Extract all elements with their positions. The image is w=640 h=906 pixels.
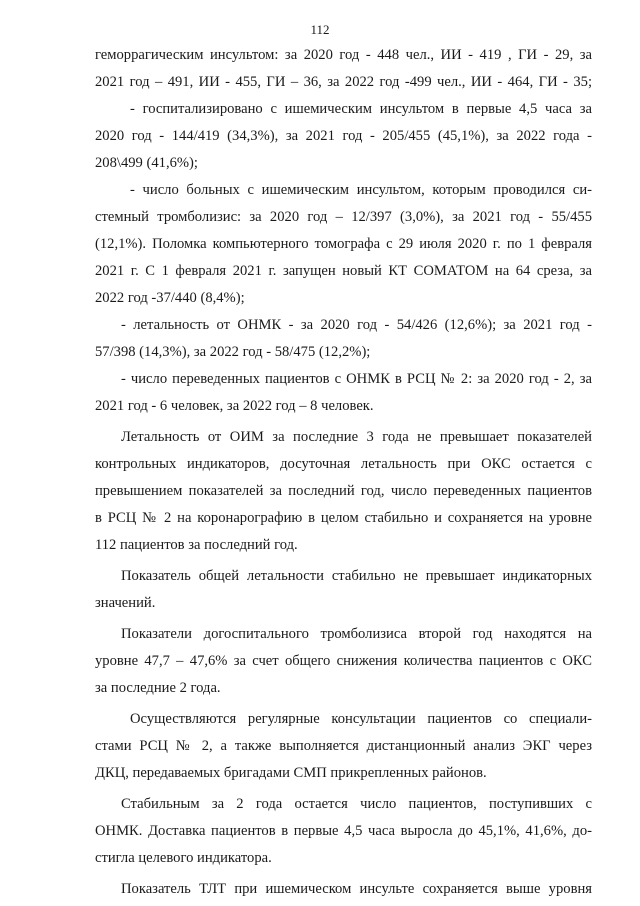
text-line: ДКЦ, передаваемых бригадами СМП прикрепленных районов. xyxy=(95,765,487,781)
text-line: уровне 47,7 – 47,6% за счет общего снижения количества пациентов с ОКС xyxy=(95,653,592,669)
text-line: стигла целевого индикатора. xyxy=(95,850,272,866)
paragraph-first-line: Показатель общей летальности стабильно не превышает индикаторных xyxy=(121,568,592,584)
paragraph-first-line: Показатели догоспитального тромболизиса второй год находятся на xyxy=(121,626,592,642)
paragraph-first-line: Летальность от ОИМ за последние 3 года не превышает показателей xyxy=(121,429,592,445)
text-line: 57/398 (14,3%), за 2022 год - 58/475 (12,2%); xyxy=(95,344,371,360)
list-item-line: - госпитализировано с ишемическим инсультом в первые 4,5 часа за xyxy=(130,101,592,117)
list-item-line: - число больных с ишемическим инсультом, которым проводился си- xyxy=(130,182,592,198)
text-line: геморрагическим инсультом: за 2020 год - 448 чел., ИИ - 419 , ГИ - 29, за xyxy=(95,47,592,63)
paragraph-first-line: Показатель ТЛТ при ишемическом инсульте сохраняется выше уровня xyxy=(121,881,592,897)
text-line: 2022 год -37/440 (8,4%); xyxy=(95,290,245,306)
paragraph-first-line: Осуществляются регулярные консультации пациентов со специали- xyxy=(130,711,592,727)
text-line: (12,1%). Поломка компьютерного томографа с 29 июля 2020 г. по 1 февраля xyxy=(95,236,592,252)
list-item-line: - число переведенных пациентов с ОНМК в РСЦ № 2: за 2020 год - 2, за xyxy=(121,371,592,387)
text-line: 2021 год – 491, ИИ - 455, ГИ – 36, за 2022 год -499 чел., ИИ - 464, ГИ - 35; xyxy=(95,74,592,90)
text-line: стемный тромболизис: за 2020 год – 12/397 (3,0%), за 2021 год - 55/455 xyxy=(95,209,592,225)
text-line: 112 пациентов за последний год. xyxy=(95,537,298,553)
text-line: в РСЦ № 2 на коронарографию в целом стабильно и сохраняется на уровне xyxy=(95,510,592,526)
text-line: 2021 г. С 1 февраля 2021 г. запущен новый КТ СОМАТОМ на 64 среза, за xyxy=(95,263,592,279)
paragraph-first-line: Стабильным за 2 года остается число пациентов, поступивших с xyxy=(121,796,592,812)
text-line: значений. xyxy=(95,595,156,611)
body-text xyxy=(95,42,592,903)
text-line: контрольных индикаторов, досуточная летальность при ОКС остается с xyxy=(95,456,592,472)
text-line: за последние 2 года. xyxy=(95,680,221,696)
text-line: 2021 год - 6 человек, за 2022 год – 8 человек. xyxy=(95,398,374,414)
text-line: 208\499 (41,6%); xyxy=(95,155,198,171)
list-item-line: - летальность от ОНМК - за 2020 год - 54/426 (12,6%); за 2021 год - xyxy=(121,317,592,333)
text-line: ОНМК. Доставка пациентов в первые 4,5 часа выросла до 45,1%, 41,6%, до- xyxy=(95,823,592,839)
page-number: 112 xyxy=(310,22,330,37)
text-line: превышением показателей за последний год, число переведенных пациентов xyxy=(95,483,592,499)
text-line: стами РСЦ № 2, а также выполняется дистанционный анализ ЭКГ через xyxy=(95,738,592,754)
text-line: 2020 год - 144/419 (34,3%), за 2021 год - 205/455 (45,1%), за 2022 года - xyxy=(95,128,592,144)
